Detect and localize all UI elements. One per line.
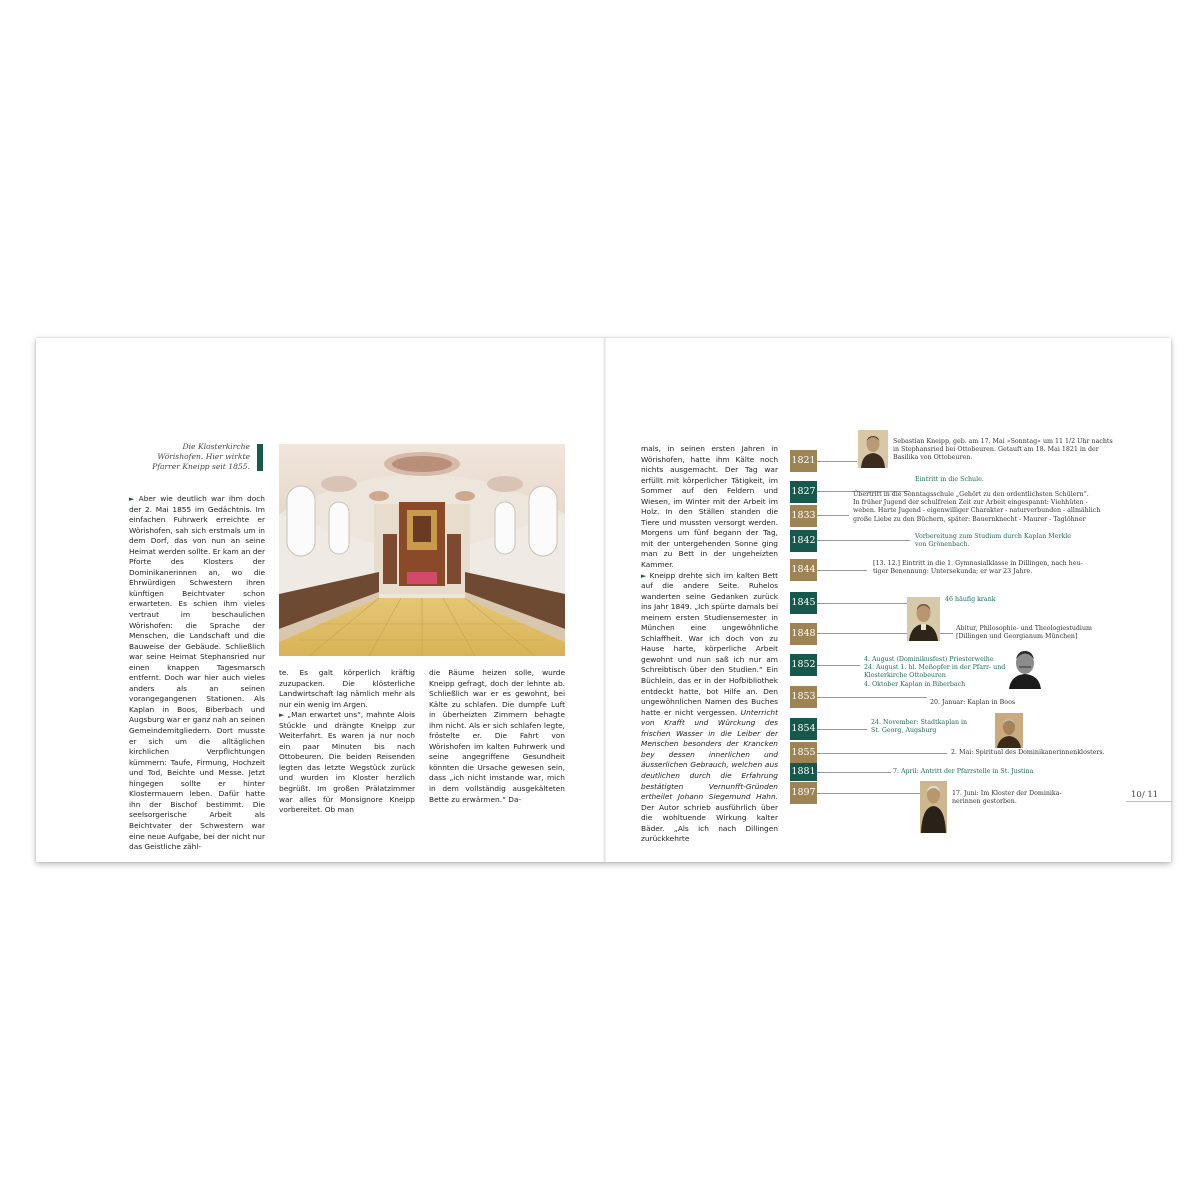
timeline-connector (817, 540, 910, 541)
caption-line: Die Klosterkirche (182, 442, 250, 451)
entry-line: 17. Juni: Im Kloster der Dominika- (952, 790, 1062, 797)
entry-line: Vorbereitung zum Studium durch Kaplan Merkle (915, 533, 1072, 540)
entry-line: In früher Jugend der schulfreien Zeit zur Arbeit eingespannt: Viehhüten - (853, 499, 1088, 507)
text-column-3 (429, 668, 565, 805)
timeline-connector (817, 461, 857, 462)
entry-line: von Grönenbach. (915, 541, 970, 549)
entry-line: 46 häufig krank (945, 596, 996, 603)
timeline-year-1854: 1854 (790, 718, 817, 740)
timeline-entry-1854 (871, 719, 967, 735)
paragraph-text: „Man erwartet uns“, mahnte Alois Stückle und drängte Kneipp zur Weiterfahrt. Es waren ja nur noch ein paar Minuten bis nach Ottobeuren. Die beiden Reisenden legten das letzte Wegstück zurück und wurden im Kloster herzlich begrüßt. Im großen Prälatzimmer war alles für Monsignore Kneipp vorbereitet. Ob man (279, 710, 415, 815)
entry-line: tiger Benennung: Untersekunda; er war 23 Jahre. (873, 568, 1033, 576)
text-column-4 (641, 444, 778, 845)
paragraph-text: Kneipp drehte sich im kalten Bett auf die andere Seite. Ruhelos wanderten seine Gedanken zurück ins Jahr 1849. „Ich spürte damals bei meinem ersten Studiensemester in München eine ungewöhnliche Schlaffheit. War ich doch von zu Hause harte, körperliche Arbeit gewohnt und nun saß ich nur am Schreibtisch über den Studien.“ Ein Büchlein, das er in der Hofbibliothek entdeckt hatte, bot Hilfe an. Den ungewöhnlichen Namen des Buches hatte er nicht vergessen. (641, 570, 778, 717)
timeline-year-1833: 1833 (790, 505, 817, 527)
caption-accent-bar (257, 444, 263, 471)
entry-line: Basilika von Ottobeuren. (893, 454, 973, 462)
timeline-year-1852: 1852 (790, 654, 817, 676)
page-numbers: 10/ 11 (1131, 790, 1159, 800)
text-column-1 (129, 494, 265, 853)
entry-line: 7. April: Antritt der Pfarrstelle in St. Justina (893, 768, 1034, 775)
timeline-connector (817, 570, 867, 571)
book-title-italic: Unterricht von Krafft und Würckung des frischen Wasser in die Leiber der Menschen besonders der Krancken bey dessen innerlichen und äusserlichen Gebrauch, welchen aus deutlichen durch die Erfahrung bestätigten Vernunfft-Gründen ertheilet Johann Siegemund Hahn. (641, 707, 778, 802)
entry-line: 4. August (Dominikusfest) Priesterweihe (864, 656, 994, 663)
timeline-entry-1853 (930, 699, 1015, 707)
timeline-year-1848: 1848 (790, 623, 817, 645)
portrait-kneipp-1848 (907, 597, 940, 641)
entry-line: nerinnen gestorben. (952, 798, 1017, 806)
timeline-entry-1833 (853, 491, 1100, 524)
timeline-entry-1855 (951, 749, 1105, 757)
portrait-image (920, 781, 947, 833)
book-gutter (603, 338, 606, 862)
timeline-entry-1848 (956, 625, 1092, 641)
entry-line: 20. Januar: Kaplan in Boos (930, 699, 1016, 706)
timeline-year-1827: 1827 (790, 481, 817, 503)
entry-line: Klosterkirche Ottobeuren (864, 672, 946, 680)
portrait-image (1005, 645, 1045, 689)
timeline-year-1842: 1842 (790, 530, 817, 552)
portrait-kneipp-1852 (1005, 645, 1045, 689)
paragraph-text: mals, in seinen ersten Jahren in Wörishofen, hatte ihm Kälte noch nichts ausgemacht. Der Tag war erfüllt mit körperlicher Tätigkeit, im Sommer auf den Feldern und Wiesen, im Winter mit der Arbeit im Holz. In den Ställen standen die Tiere und mussten versorgt werden. Morgens um fünf begann der Tag, mit der untergehenden Sonne ging man zu Bett in der ungeheizten Kammer. (641, 444, 778, 570)
timeline-year-1853: 1853 (790, 686, 817, 708)
timeline-entry-1881 (893, 768, 1033, 776)
entry-line: 24. November: Stadtkaplan in (871, 719, 968, 726)
timeline-connector (817, 603, 907, 604)
timeline-entry-1852 (864, 656, 1005, 689)
text-column-2 (279, 668, 415, 816)
entry-line: Eintritt in die Schule. (915, 476, 984, 483)
timeline-year-1845: 1845 (790, 592, 817, 614)
portrait-image (858, 430, 888, 468)
timeline-year-1881: 1881 (790, 763, 817, 781)
arrow-icon: ► (279, 711, 285, 720)
timeline-year-1897: 1897 (790, 782, 817, 804)
entry-line: 2. Mai: Spiritual des Dominikanerinnenklosters. (951, 749, 1105, 756)
paragraph-text: die Räume heizen solle, wurde Kneipp gefragt, doch der lehnte ab. Schließlich war er es gewohnt, bei Kälte zu schlafen. Die dumpfe Luft in überheizten Zimmern behagte ihm nicht. Als er sich schlafen legte, fröstelte er. Die Fahrt von Wörishofen im kalten Fuhrwerk und seine angegriffene Gesundheit könnten die Ursache gewesen sein, dass „ich nicht imstande war, mich in dem vollständig ausgekälteten Bette zu erwärmen.“ Da- (429, 668, 565, 804)
timeline-connector (817, 515, 849, 516)
entry-line: 4. Oktober Kaplan in Biberbach (864, 680, 966, 688)
entry-line: St. Georg, Augsburg (871, 727, 937, 735)
timeline-entry-1844 (873, 560, 1083, 576)
entry-line: Abitur, Philosophie- und Theologiestudium (956, 625, 1092, 632)
entry-line: 24. August 1. hl. Meßopfer in der Pfarr- und (864, 664, 1006, 672)
timeline-entry-1845 (945, 596, 996, 604)
arrow-icon: ► (641, 571, 647, 580)
photo-caption (130, 442, 250, 472)
arrow-icon: ► (129, 495, 135, 503)
timeline-year-1821: 1821 (790, 450, 817, 472)
paragraph-text: te. Es galt körperlich kräftig zuzupacken. Die klösterliche Landwirtschaft lag nämlich mehr als nur ein wenig im Argen. (279, 668, 415, 709)
caption-line: Wörishofen. Hier wirkte (157, 452, 250, 461)
church-interior-photo (279, 444, 565, 656)
portrait-image (907, 597, 940, 641)
timeline-connector (817, 729, 867, 730)
timeline-connector (817, 697, 927, 698)
timeline-year-1855: 1855 (790, 742, 817, 764)
timeline-connector (817, 793, 920, 794)
portrait-kneipp-1854 (995, 713, 1023, 748)
portrait-kneipp-1897 (920, 781, 947, 833)
entry-line: in Stephansried bei Ottobeuren. Getauft am 18. Mai 1821 in der (893, 446, 1099, 454)
church-interior-illustration (279, 444, 565, 656)
timeline-entry-1897 (952, 790, 1062, 806)
timeline-entry-1842 (915, 533, 1071, 549)
entry-line: Sebastian Kneipp, geb. am 17. Mai »Sonntag« um 11 1/2 Uhr nachts (893, 438, 1113, 445)
portrait-image (995, 713, 1023, 748)
entry-line: Übertritt in die Sonntagsschule „Gehört zu den ordentlichsten Schülern“. (853, 491, 1089, 498)
page-number-rule (1126, 801, 1172, 802)
entry-line: [Dillingen und Georgianum München] (956, 633, 1078, 641)
paragraph-text: Der Autor schrieb ausführlich über die wohltuende Wirkung kalter Bäder. „Als ich nach Dillingen zurückkehrte (641, 802, 778, 844)
caption-line: Pfarrer Kneipp seit 1855. (152, 462, 250, 471)
timeline-entry-1821 (893, 438, 1113, 463)
entry-line: große Liebe zu den Büchern, später: Bauernknecht - Maurer - Taglöhner (853, 515, 1086, 523)
timeline-year-1844: 1844 (790, 559, 817, 581)
paragraph-text: Aber wie deutlich war ihm doch der 2. Mai 1855 im Gedächtnis. Im einfachen Fuhrwerk erreichte er Wörishofen, sah sich erstmals um in dem Dorf, das von nun an seine Heimat werden sollte. Er kam an der Pforte des Klosters der Dominikanerinnen an, wo die Ehrwürdigen Schwestern ihren künftigen Beichtvater schon erwarteten. Es schien ihm vieles vertraut im beschaulichen Wörishofen: die Sprache der Menschen, die Landschaft und die Bauweise der Gebäude. Schließlich war seine Heimat Stephansried nur einen knappen Tagesmarsch entfernt. Doch war hier auch vieles anders als an seinen vorangegangenen Stationen. Als Kaplan in Boos, Biberbach und Augsburg war er ganz nah an seinen Gemeindemitgliedern. Dort musste er sich um die alltäglichen kirchlichen Verpflichtungen kümmern: Taufe, Firmung, Hochzeit und Tod, Beichte und Messe. Jetzt hingegen sollte er hinter Klostermauern leben. Dafür hatte ihn der Bischof bestimmt. Die seelsorgerische Arbeit als Beichtvater der Schwestern war eine neue Aufgabe, bei der nicht nur das Geistliche zähl- (129, 494, 265, 852)
portrait-young-kneipp (858, 430, 888, 468)
timeline-connector (817, 753, 947, 754)
timeline-entry-1827 (915, 476, 984, 484)
timeline-connector (817, 665, 860, 666)
entry-line: weben. Harte Jugend - eigenwilliger Charakter - naturverbunden - allmählich (853, 507, 1101, 515)
entry-line: [13. 12.] Eintritt in die 1. Gymnasialklasse in Dillingen, nach heu- (873, 560, 1083, 567)
timeline-connector (817, 772, 891, 773)
